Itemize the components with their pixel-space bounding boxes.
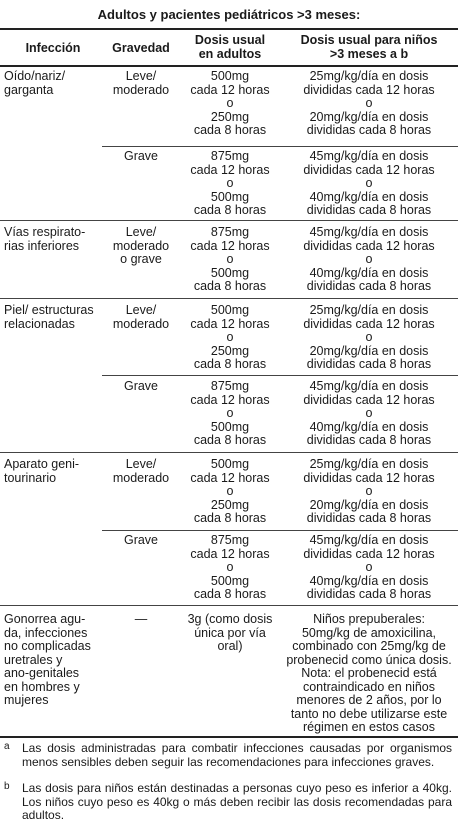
cell-infeccion-line: Piel/ estructuras [4,303,94,317]
cell-gravedad [102,150,180,164]
cell-dosis-ninos-line: combinado con 25mg/kg de [292,639,446,653]
cell-gravedad-line: Leve/ [125,69,157,83]
cell-dosis-ninos-line: divididas cada 12 horas [303,546,435,561]
cell-gravedad-line: Grave [123,533,159,547]
cell-gravedad [102,380,180,394]
footnote-text: Las dosis para niños están destinadas a personas cuyo peso es inferior a 40kg. Los niños cuyo peso es 40kg o más deben recibir las dosis recomendadas para adultos. [22,781,452,822]
cell-dosis-ninos-line: 25mg/kg/día en dosis [309,303,429,317]
cell-dosis-ninos-line: tanto no debe utilizarse este [290,706,448,721]
cell-dosis-adultos-line: 500mg [210,69,250,83]
cell-dosis-ninos [284,70,454,138]
cell-dosis-ninos-line: o [365,96,373,110]
cell-dosis-adultos-line: o [226,252,234,266]
cell-gravedad [102,304,180,331]
cell-gravedad-line: moderado [112,316,170,331]
table-rule [0,298,458,299]
cell-dosis-ninos [284,304,454,372]
cell-infeccion-line: ano-genitales [4,666,80,680]
table-rule [0,605,458,606]
table-rule [0,736,458,738]
cell-dosis-ninos-line: divididas cada 12 horas [303,82,435,97]
cell-dosis-ninos [284,150,454,218]
cell-dosis-ninos [284,226,454,294]
cell-gravedad-line: moderado [112,238,170,253]
table-rule [0,28,458,30]
cell-dosis-ninos-line: divididas cada 12 horas [303,316,435,331]
cell-gravedad-line: moderado [112,470,170,485]
cell-dosis-adultos-line: cada 8 horas [193,279,267,293]
cell-dosis-adultos-line: 875mg [210,225,250,239]
cell-dosis-ninos-line: o [365,176,373,190]
cell-dosis-ninos-line: 25mg/kg/día en dosis [309,69,429,83]
cell-dosis-adultos [180,458,280,526]
cell-infeccion-line: Gonorrea agu- [4,612,86,626]
cell-infeccion-line: Vías respirato- [4,225,86,239]
cell-dosis-ninos-line: divididas cada 12 horas [303,238,435,253]
cell-dosis-adultos [180,304,280,372]
table-rule [102,375,458,376]
cell-dosis-ninos-line: 45mg/kg/día en dosis [309,149,429,163]
cell-infeccion [4,304,102,331]
cell-dosis-adultos [180,226,280,294]
cell-dosis-adultos-line: 500mg [210,189,250,204]
cell-infeccion-line: Oído/nariz/ [4,69,66,83]
cell-dosis-adultos-line: 250mg [210,343,250,358]
cell-dosis-ninos-line: divididas cada 12 horas [303,392,435,407]
cell-dosis-adultos-line: 875mg [210,149,250,163]
cell-dosis-adultos-line: oral) [217,639,243,653]
cell-infeccion-line: no complicadas [4,639,91,653]
cell-dosis-ninos-line: 20mg/kg/día en dosis [309,343,429,358]
header-gravedad: Gravedad [112,41,170,55]
cell-dosis-ninos-line: divididas cada 8 horas [306,511,432,525]
cell-dosis-ninos-line: probenecid como única dosis. [286,652,452,667]
cell-dosis-ninos-line: divididas cada 12 horas [303,162,435,177]
cell-dosis-adultos-line: cada 8 horas [193,587,267,601]
cell-dosis-adultos-line: o [226,560,234,574]
footnote-mark: b [4,781,10,792]
cell-dosis-ninos-line: 20mg/kg/día en dosis [309,109,429,124]
cell-dosis-adultos-line: cada 8 horas [193,203,267,217]
cell-gravedad-line: Grave [123,149,159,163]
cell-dosis-ninos-line: o [365,252,373,266]
cell-dosis-adultos-line: cada 8 horas [193,357,267,371]
header-dosis-ninos-line: >3 meses a b [329,46,409,61]
cell-dosis-adultos-line: cada 8 horas [193,123,267,137]
cell-dosis-ninos-line: o [365,484,373,498]
cell-dosis-ninos-line: 45mg/kg/día en dosis [309,533,429,547]
cell-infeccion-line: uretrales y [4,652,63,667]
cell-gravedad [102,458,180,485]
cell-dosis-adultos-line: 500mg [210,265,250,280]
table-rule [102,530,458,531]
cell-dosis-adultos-line: 500mg [210,457,250,471]
cell-infeccion-line: da, infecciones [4,625,88,640]
cell-dosis-ninos-line: divididas cada 8 horas [306,433,432,447]
cell-gravedad-line: Grave [123,379,159,393]
cell-gravedad-line: Leve/ [125,225,157,239]
footnote-mark: a [4,741,10,752]
cell-dosis-ninos-line: o [365,330,373,344]
cell-dosis-ninos [284,458,454,526]
cell-dosis-ninos-line: divididas cada 8 horas [306,123,432,137]
header-dosis-adultos-line: Dosis usual [194,33,266,47]
cell-gravedad [102,534,180,548]
cell-gravedad-line: — [134,612,148,626]
cell-gravedad [102,613,180,627]
table-title: Adultos y pacientes pediátricos >3 meses: [97,7,361,22]
cell-gravedad-line: Leve/ [125,303,157,317]
cell-dosis-ninos-line: régimen en estos casos [302,720,435,734]
cell-dosis-adultos [180,534,280,602]
cell-dosis-ninos-line: menores de 2 años, por lo [296,693,442,707]
cell-dosis-ninos-line: 40mg/kg/día en dosis [309,265,429,280]
cell-dosis-adultos-line: cada 12 horas [190,316,270,331]
cell-gravedad-line: o grave [120,252,162,266]
cell-dosis-ninos-line: divididas cada 8 horas [306,357,432,371]
cell-infeccion [4,458,102,485]
table-rule [0,452,458,453]
cell-dosis-adultos-line: cada 12 horas [190,162,270,177]
cell-dosis-ninos [284,613,454,735]
cell-dosis-ninos-line: 40mg/kg/día en dosis [309,419,429,434]
cell-dosis-ninos-line: o [365,560,373,574]
cell-infeccion-line: en hombres y [4,679,80,694]
cell-dosis-ninos-line: divididas cada 8 horas [306,203,432,217]
cell-infeccion [4,226,102,253]
cell-dosis-adultos-line: 500mg [210,303,250,317]
cell-dosis-ninos-line: 50mg/kg de amoxicilina, [301,625,437,640]
cell-dosis-adultos-line: cada 12 horas [190,238,270,253]
cell-dosis-ninos-line: 45mg/kg/día en dosis [309,379,429,393]
cell-dosis-adultos [180,150,280,218]
header-dosis-adultos [180,34,280,61]
footnote-text: Las dosis administradas para combatir infecciones causadas por organismos menos sensibles deben seguir las recomendaciones para infecciones graves. [22,741,452,769]
cell-infeccion-line: tourinario [4,470,57,485]
cell-dosis-adultos [180,70,280,138]
header-dosis-ninos-line: Dosis usual para niños [300,33,438,47]
cell-dosis-adultos-line: cada 12 horas [190,392,270,407]
cell-dosis-adultos [180,380,280,448]
cell-infeccion [4,613,102,708]
cell-dosis-adultos-line: cada 8 horas [193,433,267,447]
cell-dosis-ninos-line: divididas cada 8 horas [306,279,432,293]
cell-dosis-adultos-line: 875mg [210,379,250,393]
cell-dosis-ninos-line: contraindicado en niños [302,679,436,694]
cell-dosis-ninos-line: divididas cada 12 horas [303,470,435,485]
cell-dosis-adultos-line: cada 8 horas [193,511,267,525]
table-rule [0,65,458,67]
cell-dosis-ninos-line: 40mg/kg/día en dosis [309,189,429,204]
cell-dosis-adultos [180,613,280,654]
cell-dosis-ninos-line: 25mg/kg/día en dosis [309,457,429,471]
cell-dosis-ninos-line: divididas cada 8 horas [306,587,432,601]
table-rule [0,220,458,221]
cell-dosis-adultos-line: o [226,406,234,420]
cell-dosis-adultos-line: cada 12 horas [190,470,270,485]
cell-gravedad-line: Leve/ [125,457,157,471]
cell-dosis-adultos-line: 3g (como dosis [187,612,273,626]
cell-dosis-adultos-line: o [226,330,234,344]
cell-dosis-ninos-line: 20mg/kg/día en dosis [309,497,429,512]
cell-infeccion-line: relacionadas [4,316,75,331]
header-dosis-adultos-line: en adultos [198,46,262,61]
cell-gravedad [102,226,180,267]
cell-dosis-adultos-line: 500mg [210,419,250,434]
cell-gravedad-line: moderado [112,82,170,97]
cell-dosis-adultos-line: 500mg [210,573,250,588]
cell-infeccion-line: mujeres [4,693,49,707]
cell-dosis-ninos-line: o [365,406,373,420]
header-dosis-ninos [284,34,454,61]
cell-gravedad [102,70,180,97]
cell-dosis-ninos-line: 40mg/kg/día en dosis [309,573,429,588]
cell-infeccion [4,70,102,97]
cell-dosis-ninos-line: Niños prepuberales: [313,612,425,626]
header-infeccion: Infección [25,41,81,55]
cell-dosis-adultos-line: o [226,484,234,498]
table-rule [102,146,458,147]
cell-dosis-ninos-line: 45mg/kg/día en dosis [309,225,429,239]
cell-dosis-ninos-line: Nota: el probenecid está [301,666,437,680]
cell-dosis-adultos-line: o [226,96,234,110]
cell-infeccion-line: garganta [4,82,54,97]
cell-dosis-adultos-line: cada 12 horas [190,546,270,561]
cell-dosis-adultos-line: 250mg [210,109,250,124]
cell-dosis-adultos-line: 250mg [210,497,250,512]
cell-dosis-adultos-line: única por vía [194,625,266,640]
cell-dosis-adultos-line: o [226,176,234,190]
cell-infeccion-line: Aparato geni- [4,457,80,471]
cell-dosis-adultos-line: cada 12 horas [190,82,270,97]
cell-dosis-ninos [284,534,454,602]
cell-dosis-adultos-line: 875mg [210,533,250,547]
cell-dosis-ninos [284,380,454,448]
cell-infeccion-line: rias inferiores [4,238,80,253]
